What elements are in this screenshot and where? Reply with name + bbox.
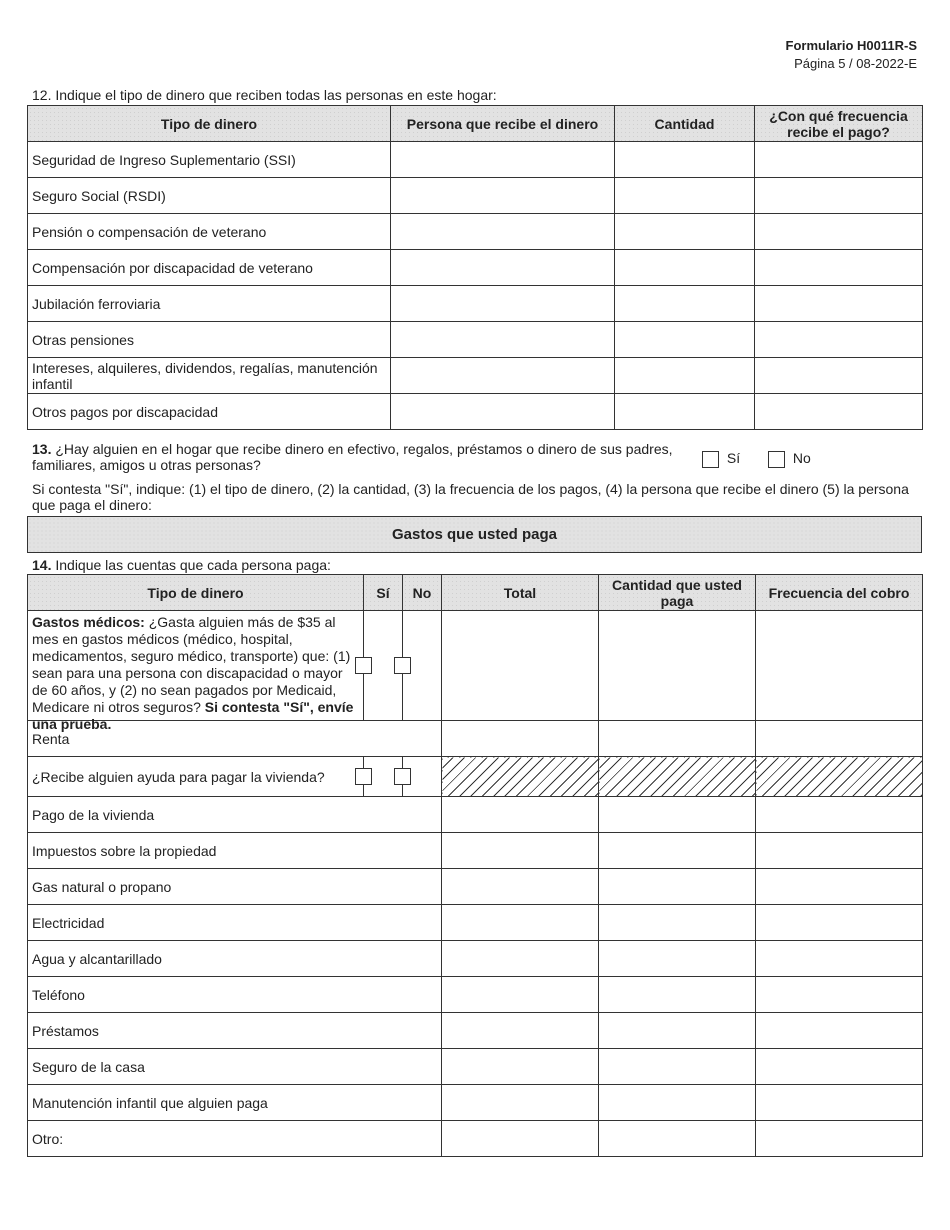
medical-proof-note: Si contesta "Sí", envíe una prueba.	[32, 699, 354, 732]
billing-frequency-field[interactable]	[756, 1049, 923, 1085]
housing-no-checkbox[interactable]	[394, 768, 411, 785]
section-title: Gastos que usted paga	[27, 516, 922, 553]
total-field[interactable]	[442, 941, 599, 977]
expense-type: Agua y alcantarillado	[28, 941, 442, 977]
q13-yes-checkbox[interactable]	[702, 451, 719, 468]
income-type: Seguridad de Ingreso Suplementario (SSI)	[28, 142, 391, 178]
q13-no-option[interactable]	[768, 450, 811, 468]
amount-paid-field[interactable]	[599, 869, 756, 905]
housing-yes-cell[interactable]	[355, 757, 394, 797]
income-amount-field[interactable]	[615, 286, 755, 322]
q13-no-label: No	[792, 450, 811, 466]
expense-type: Pago de la vivienda	[28, 797, 442, 833]
col-persona: Persona que recibe el dinero	[391, 106, 615, 142]
hatched-cell	[442, 757, 599, 797]
amount-paid-field[interactable]	[599, 611, 756, 721]
income-frequency-field[interactable]	[755, 250, 923, 286]
q14-prompt-text: Indique las cuentas que cada persona paga:	[55, 557, 331, 573]
col-frecuencia-cobro: Frecuencia del cobro	[756, 575, 923, 611]
income-frequency-field[interactable]	[755, 358, 923, 394]
billing-frequency-field[interactable]	[756, 977, 923, 1013]
col-cantidad: Cantidad	[615, 106, 755, 142]
income-amount-field[interactable]	[615, 214, 755, 250]
amount-paid-field[interactable]	[599, 1013, 756, 1049]
billing-frequency-field[interactable]	[756, 941, 923, 977]
amount-paid-field[interactable]	[599, 1049, 756, 1085]
q14-number: 14.	[32, 557, 52, 573]
total-field[interactable]	[442, 721, 599, 757]
total-field[interactable]	[442, 611, 599, 721]
col-cantidad-pagada: Cantidad que usted paga	[599, 575, 756, 611]
amount-paid-field[interactable]	[599, 797, 756, 833]
income-person-field[interactable]	[391, 394, 615, 430]
col-frecuencia: ¿Con qué frecuencia recibe el pago?	[755, 106, 923, 142]
billing-frequency-field[interactable]	[756, 869, 923, 905]
q13-question	[32, 441, 682, 473]
billing-frequency-field[interactable]	[756, 1013, 923, 1049]
income-person-field[interactable]	[391, 214, 615, 250]
amount-paid-field[interactable]	[599, 905, 756, 941]
total-field[interactable]	[442, 977, 599, 1013]
expense-type: Otro:	[28, 1121, 442, 1157]
expense-type: Teléfono	[28, 977, 442, 1013]
col-si: Sí	[364, 575, 403, 611]
q13-note: Si contesta "Sí", indique: (1) el tipo de dinero, (2) la cantidad, (3) la frecuencia de los pagos, (4) la persona que recibe el dinero (5) la persona que paga el dinero:	[32, 481, 909, 513]
income-frequency-field[interactable]	[755, 178, 923, 214]
col-no: No	[403, 575, 442, 611]
income-person-field[interactable]	[391, 322, 615, 358]
page-info: Página 5 / 08-2022-E	[794, 56, 917, 71]
medical-expenses-question	[28, 611, 364, 732]
income-type: Otras pensiones	[28, 322, 391, 358]
expenses-table	[27, 574, 923, 1157]
expense-type: Préstamos	[28, 1013, 442, 1049]
housing-yes-checkbox[interactable]	[355, 768, 372, 785]
amount-paid-field[interactable]	[599, 721, 756, 757]
income-frequency-field[interactable]	[755, 142, 923, 178]
income-frequency-field[interactable]	[755, 214, 923, 250]
hatched-cell	[599, 757, 756, 797]
income-type: Compensación por discapacidad de veterano	[28, 250, 391, 286]
expense-type: Seguro de la casa	[28, 1049, 442, 1085]
income-person-field[interactable]	[391, 142, 615, 178]
income-frequency-field[interactable]	[755, 394, 923, 430]
medical-yes-cell[interactable]	[355, 611, 394, 721]
amount-paid-field[interactable]	[599, 941, 756, 977]
income-amount-field[interactable]	[615, 358, 755, 394]
col-total: Total	[442, 575, 599, 611]
billing-frequency-field[interactable]	[756, 721, 923, 757]
total-field[interactable]	[442, 869, 599, 905]
total-field[interactable]	[442, 833, 599, 869]
form-number: Formulario H0011R-S	[785, 38, 917, 53]
total-field[interactable]	[442, 1085, 599, 1121]
income-person-field[interactable]	[391, 178, 615, 214]
income-person-field[interactable]	[391, 286, 615, 322]
income-type: Otros pagos por discapacidad	[28, 394, 391, 430]
income-person-field[interactable]	[391, 250, 615, 286]
expense-type: Impuestos sobre la propiedad	[28, 833, 442, 869]
q13-number: 13.	[32, 441, 52, 457]
total-field[interactable]	[442, 1049, 599, 1085]
income-amount-field[interactable]	[615, 322, 755, 358]
medical-label: Gastos médicos:	[32, 614, 145, 630]
col-tipo-de-dinero: Tipo de dinero	[28, 575, 364, 611]
income-person-field[interactable]	[391, 358, 615, 394]
billing-frequency-field[interactable]	[756, 611, 923, 721]
billing-frequency-field[interactable]	[756, 905, 923, 941]
expense-type: Manutención infantil que alguien paga	[28, 1085, 442, 1121]
income-type: Intereses, alquileres, dividendos, regalías, manutención infantil	[28, 358, 391, 394]
billing-frequency-field[interactable]	[756, 1121, 923, 1157]
income-frequency-field[interactable]	[755, 322, 923, 358]
income-amount-field[interactable]	[615, 178, 755, 214]
q13-text: ¿Hay alguien en el hogar que recibe dinero en efectivo, regalos, préstamos o dinero de sus padres, familiares, amigos u otras personas?	[32, 441, 673, 473]
amount-paid-field[interactable]	[599, 1085, 756, 1121]
q13-yes-label: Sí	[726, 450, 741, 466]
total-field[interactable]	[442, 905, 599, 941]
housing-no-cell[interactable]	[394, 757, 433, 797]
amount-paid-field[interactable]	[599, 833, 756, 869]
total-field[interactable]	[442, 1121, 599, 1157]
expense-type: Renta	[28, 721, 442, 757]
expense-type: Electricidad	[28, 905, 442, 941]
billing-frequency-field[interactable]	[756, 1085, 923, 1121]
total-field[interactable]	[442, 797, 599, 833]
col-tipo-de-dinero: Tipo de dinero	[28, 106, 391, 142]
income-amount-field[interactable]	[615, 250, 755, 286]
income-type: Seguro Social (RSDI)	[28, 178, 391, 214]
amount-paid-field[interactable]	[599, 1121, 756, 1157]
q12-prompt: 12. Indique el tipo de dinero que reciben todas las personas en este hogar:	[32, 87, 497, 103]
billing-frequency-field[interactable]	[756, 833, 923, 869]
income-type: Pensión o compensación de veterano	[28, 214, 391, 250]
medical-yes-checkbox[interactable]	[355, 657, 372, 674]
income-amount-field[interactable]	[615, 142, 755, 178]
medical-no-checkbox[interactable]	[394, 657, 411, 674]
income-type: Jubilación ferroviaria	[28, 286, 391, 322]
total-field[interactable]	[442, 1013, 599, 1049]
expense-type: Gas natural o propano	[28, 869, 442, 905]
billing-frequency-field[interactable]	[756, 797, 923, 833]
income-table	[27, 105, 923, 430]
income-amount-field[interactable]	[615, 394, 755, 430]
amount-paid-field[interactable]	[599, 977, 756, 1013]
q14-prompt	[32, 557, 331, 573]
hatched-cell	[756, 757, 923, 797]
medical-text: ¿Gasta alguien más de $35 al mes en gastos médicos (médico, hospital, medicamentos, seguro médico, transporte) que: (1) sean para una persona con discapacidad o mayor de 60 años, y (2) no sean pagados por Medicaid, Medicare ni otros seguros?	[32, 614, 351, 715]
q13-no-checkbox[interactable]	[768, 451, 785, 468]
q13-yes-option[interactable]	[702, 450, 740, 468]
income-frequency-field[interactable]	[755, 286, 923, 322]
medical-no-cell[interactable]	[394, 611, 433, 721]
housing-help-question: ¿Recibe alguien ayuda para pagar la vivienda?	[28, 757, 364, 797]
